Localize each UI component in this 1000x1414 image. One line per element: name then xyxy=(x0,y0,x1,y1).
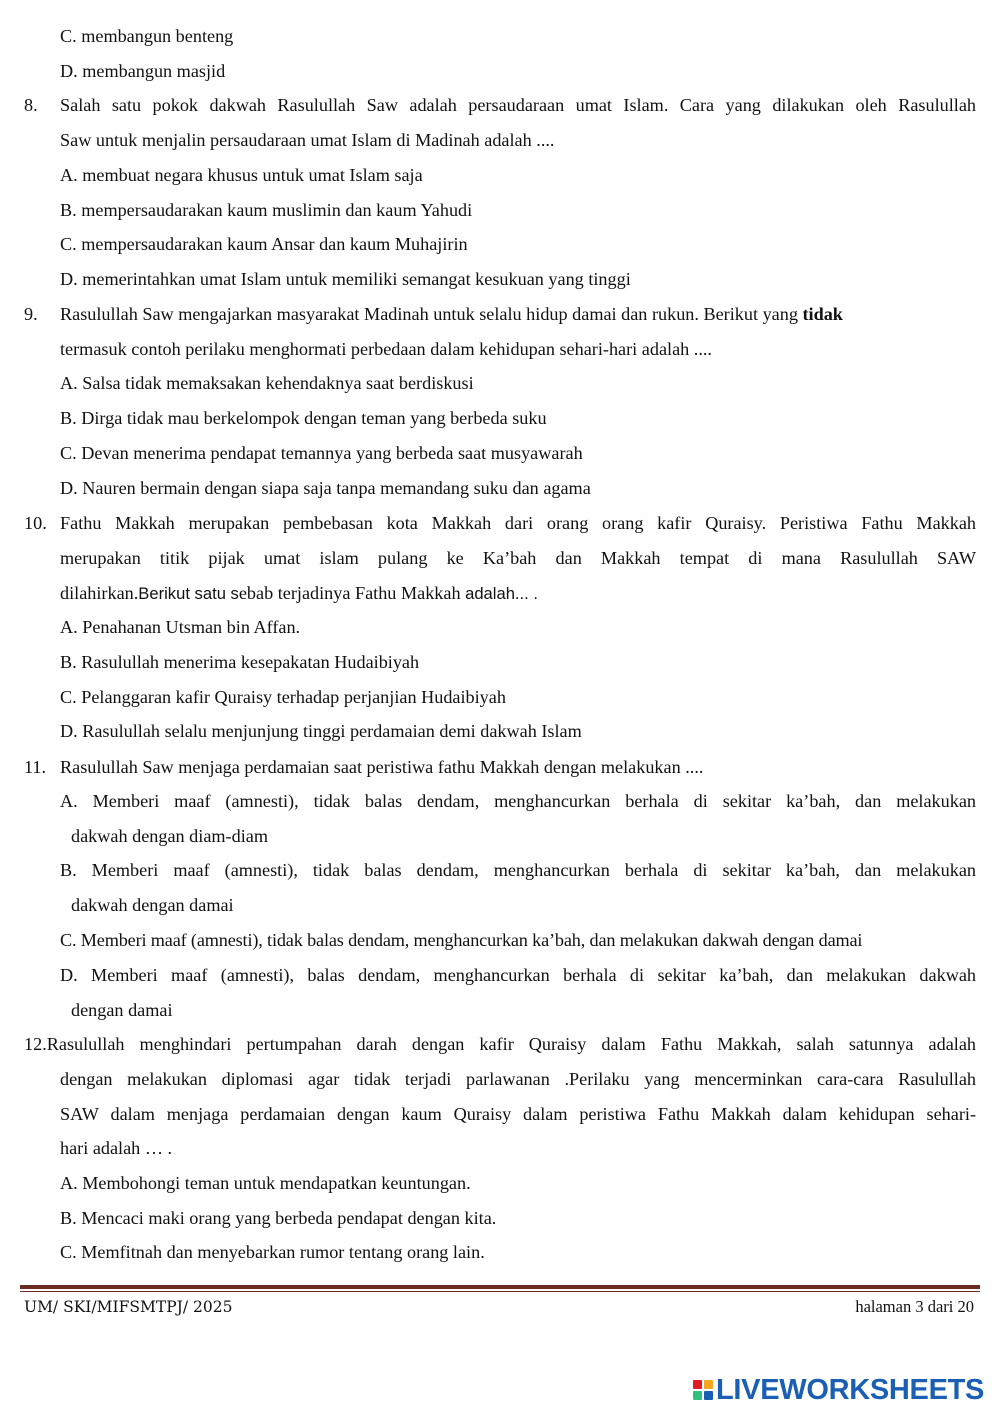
question-12-option-c: C. Memfitnah dan menyebarkan rumor tentang orang lain. xyxy=(60,1242,485,1262)
logo-square-blue xyxy=(704,1391,713,1400)
question-9-option-d: D. Nauren bermain dengan siapa saja tanpa memandang suku dan agama xyxy=(60,478,591,498)
question-8-option-c: C. mempersaudarakan kaum Ansar dan kaum Muhajirin xyxy=(60,234,468,254)
question-9-number: 9. xyxy=(24,304,38,324)
question-11-text: Rasulullah Saw menjaga perdamaian saat peristiwa fathu Makkah dengan melakukan .... xyxy=(60,757,704,777)
question-12-text-line-4: hari adalah … . xyxy=(60,1138,173,1158)
question-10-option-b: B. Rasulullah menerima kesepakatan Hudaibiyah xyxy=(60,652,420,672)
question-11-option-c: C. Memberi maaf (amnesti), tidak balas dendam, menghancurkan ka’bah, dan melakukan dakwah dengan damai xyxy=(60,930,863,950)
question-10-text-serif-b: ebab terjadinya Fathu Makkah xyxy=(238,583,466,603)
question-9-option-b: B. Dirga tidak mau berkelompok dengan teman yang berbeda suku xyxy=(60,408,547,428)
footer-page-number: halaman 3 dari 20 xyxy=(855,1297,974,1316)
question-11-option-b-line-2: dakwah dengan damai xyxy=(71,895,234,915)
question-10-text-sans-a: Berikut satu s xyxy=(138,584,239,603)
question-8-text-line-1: Salah satu pokok dakwah Rasulullah Saw adalah persaudaraan umat Islam. Cara yang dilakukan oleh Rasulullah xyxy=(60,95,976,115)
question-7-option-c: C. membangun benteng xyxy=(60,26,234,46)
liveworksheets-wordmark: LIVEWORKSHEETS xyxy=(716,1373,985,1406)
question-8-option-d: D. memerintahkan umat Islam untuk memiliki semangat kesukuan yang tinggi xyxy=(60,269,631,289)
footer-divider-thin xyxy=(20,1291,980,1292)
question-12-text-line-3: SAW dalam menjaga perdamaian dengan kaum Quraisy dalam peristiwa Fathu Makkah dalam kehidupan sehari- xyxy=(60,1104,976,1124)
question-12-text-line-2: dengan melakukan diplomasi agar tidak terjadi parlawanan .Perilaku yang mencerminkan cara-cara Rasulullah xyxy=(60,1069,976,1089)
question-7-option-d: D. membangun masjid xyxy=(60,61,226,81)
logo-square-green xyxy=(693,1391,702,1400)
question-12-option-b: B. Mencaci maki orang yang berbeda pendapat dengan kita. xyxy=(60,1208,497,1228)
question-8-number: 8. xyxy=(24,95,38,115)
footer-divider-thick xyxy=(20,1285,980,1289)
question-10-option-a: A. Penahanan Utsman bin Affan. xyxy=(60,617,301,637)
question-10-text-sans-b: adalah... . xyxy=(465,584,538,603)
question-10-text-line-1: Fathu Makkah merupakan pembebasan kota Makkah dari orang orang kafir Quraisy. Peristiwa Fathu Makkah xyxy=(60,513,976,533)
question-9-option-c: C. Devan menerima pendapat temannya yang berbeda saat musyawarah xyxy=(60,443,583,463)
question-8-option-b: B. mempersaudarakan kaum muslimin dan kaum Yahudi xyxy=(60,200,473,220)
question-10-number: 10. xyxy=(24,513,47,533)
question-9-emphasis: tidak xyxy=(802,304,843,324)
question-11-option-d-line-1: D. Memberi maaf (amnesti), balas dendam, menghancurkan berhala di sekitar ka’bah, dan melakukan dakwah xyxy=(60,965,976,985)
footer-document-code: UM/ SKI/MIFSMTPJ/ 2025 xyxy=(24,1298,233,1316)
question-10-option-d: D. Rasulullah selalu menjunjung tinggi perdamaian demi dakwah Islam xyxy=(60,721,582,741)
logo-square-orange xyxy=(704,1380,713,1389)
question-12-text-line-1: 12.Rasulullah menghindari pertumpahan darah dengan kafir Quraisy dalam Fathu Makkah, salah satunnya adalah xyxy=(24,1034,976,1054)
question-9-text-line-1 xyxy=(60,303,843,325)
question-10-text-line-3 xyxy=(60,582,538,605)
question-9-text-start: Rasulullah Saw mengajarkan masyarakat Madinah untuk selalu hidup damai dan rukun. Berikut yang xyxy=(60,304,803,324)
liveworksheets-logo-icon xyxy=(693,1380,713,1400)
question-11-number: 11. xyxy=(24,757,47,777)
liveworksheets-brand[interactable] xyxy=(693,1375,984,1405)
question-8-text-line-2: Saw untuk menjalin persaudaraan umat Islam di Madinah adalah .... xyxy=(60,130,555,150)
logo-square-red xyxy=(693,1380,702,1389)
question-10-text-serif-a: dilahirkan. xyxy=(60,583,139,603)
question-11-option-a-line-1: A. Memberi maaf (amnesti), tidak balas dendam, menghancurkan berhala di sekitar ka’bah, dan melakukan xyxy=(60,791,976,811)
question-10-option-c: C. Pelanggaran kafir Quraisy terhadap perjanjian Hudaibiyah xyxy=(60,687,506,707)
question-9-option-a: A. Salsa tidak memaksakan kehendaknya saat berdiskusi xyxy=(60,373,474,393)
question-8-option-a: A. membuat negara khusus untuk umat Islam saja xyxy=(60,165,423,185)
question-10-text-line-2: merupakan titik pijak umat islam pulang ke Ka’bah dan Makkah tempat di mana Rasulullah SAW xyxy=(60,548,976,568)
question-11-option-d-line-2: dengan damai xyxy=(71,1000,173,1020)
question-12-option-a: A. Membohongi teman untuk mendapatkan keuntungan. xyxy=(60,1173,471,1193)
question-9-text-line-2: termasuk contoh perilaku menghormati perbedaan dalam kehidupan sehari-hari adalah .... xyxy=(60,339,712,359)
question-11-option-a-line-2: dakwah dengan diam-diam xyxy=(71,826,268,846)
question-11-option-b-line-1: B. Memberi maaf (amnesti), tidak balas dendam, menghancurkan berhala di sekitar ka’bah, dan melakukan xyxy=(60,860,976,880)
